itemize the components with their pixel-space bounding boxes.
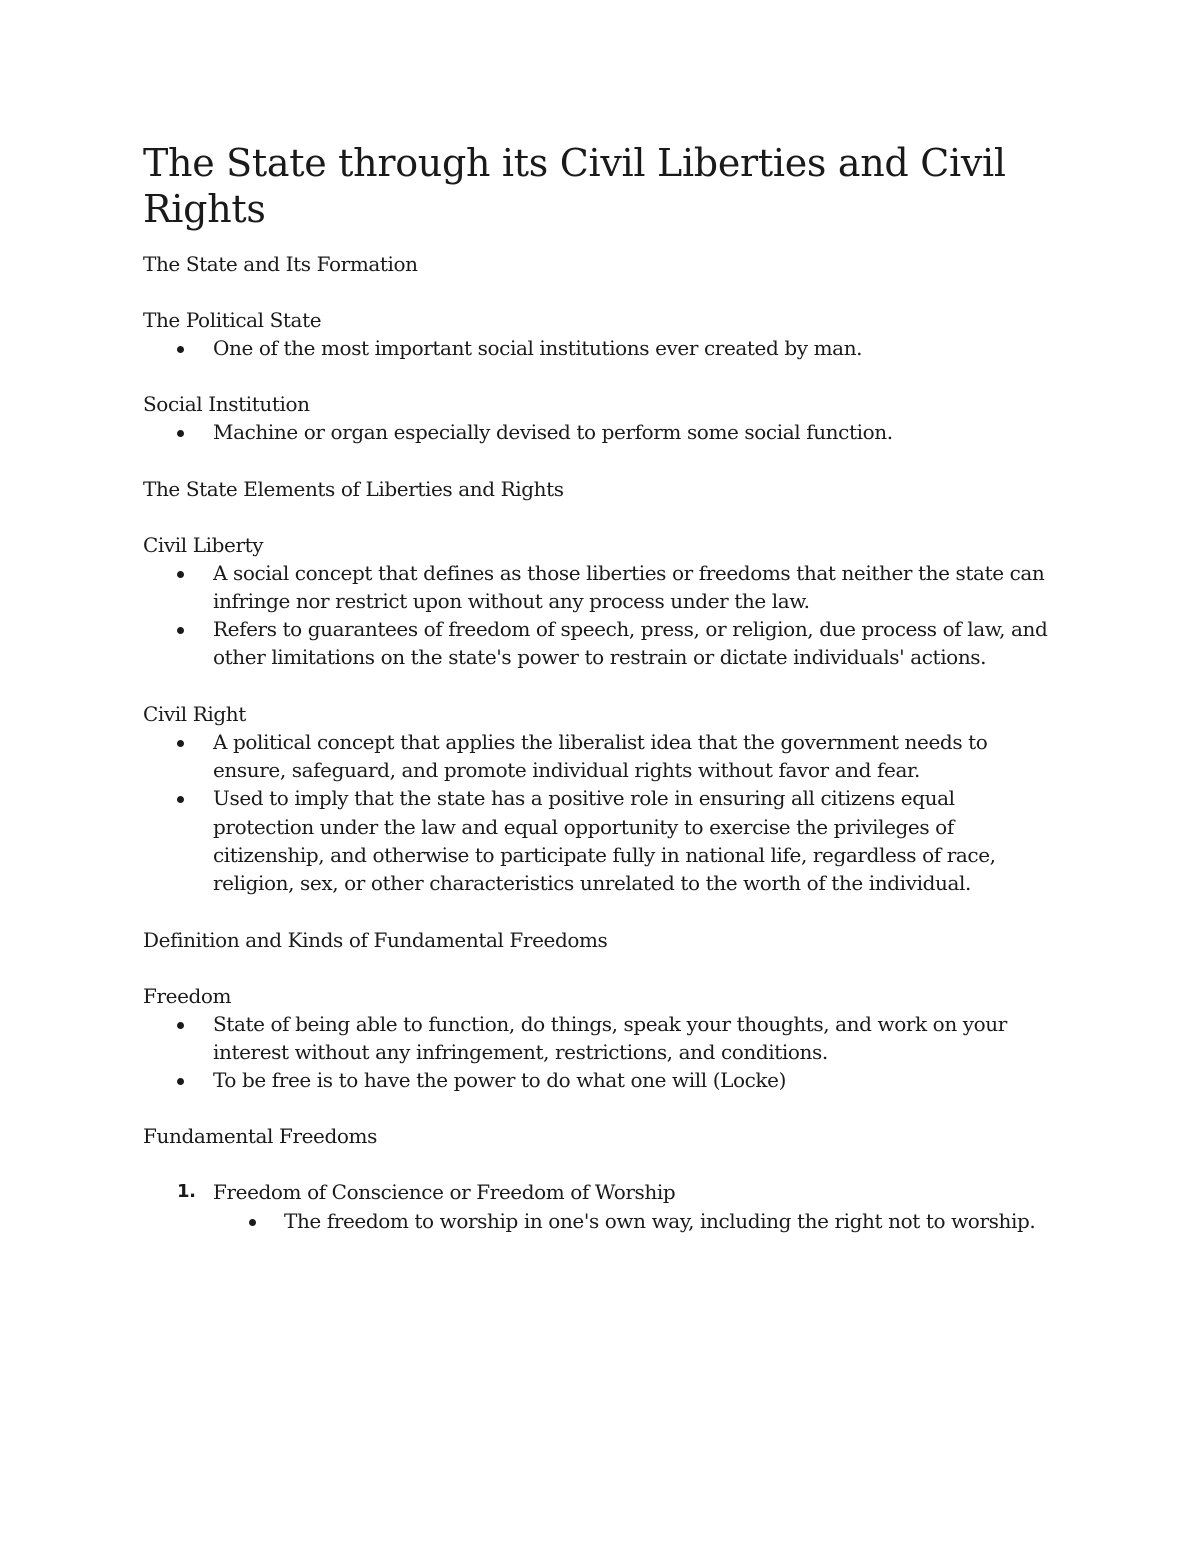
spacer: [143, 503, 1058, 531]
list-item: [143, 784, 1058, 897]
sub-list: [213, 1207, 1058, 1235]
bullet-icon: [177, 796, 184, 803]
subheading-fundamental-freedoms: Fundamental Freedoms: [143, 1124, 377, 1149]
list-item: [143, 615, 1058, 672]
civil-liberty-list: [143, 559, 1058, 672]
list-item-text: A social concept that defines as those liberties or freedoms that neither the state can infringe nor restrict upon without any process under the law.: [213, 560, 1045, 613]
bullet-icon: [177, 430, 184, 437]
subheading-political-state: The Political State: [143, 308, 322, 332]
item-number: 1.: [177, 1181, 196, 1203]
list-item: [143, 1066, 1058, 1094]
section-heading-elements: The State Elements of Liberties and Rights: [143, 476, 564, 501]
bullet-icon: [177, 571, 184, 578]
freedom-list: [143, 1010, 1058, 1095]
document-page: [143, 140, 1058, 1235]
bullet-icon: [177, 346, 184, 353]
list-item-text: Used to imply that the state has a positive role in ensuring all citizens equal protection under the law and equal opportunity to exercise the privileges of citizenship, and otherwise to participate fully in national life, regardless of race, religion, sex, or other characteristics unrelated to the worth of the individual.: [213, 786, 996, 896]
list-item-text: Machine or organ especially devised to perform some social function.: [213, 420, 893, 445]
bullet-icon: [177, 740, 184, 747]
section-heading-formation: The State and Its Formation: [143, 252, 418, 276]
social-institution-list: [143, 418, 1058, 446]
list-item: [143, 1207, 1058, 1235]
spacer: [143, 447, 1058, 475]
list-item: [143, 1010, 1058, 1067]
spacer: [143, 1150, 1058, 1178]
spacer: [143, 278, 1058, 306]
list-item-text: One of the most important social institutions ever created by man.: [213, 336, 863, 360]
list-item-text: A political concept that applies the liberalist idea that the government needs to ensure, safeguard, and promote individual rights without favor and fear.: [213, 729, 988, 783]
list-item-text: The freedom to worship in one's own way, including the right not to worship.: [284, 1208, 1036, 1233]
civil-right-list: [143, 728, 1058, 898]
subheading-freedom: Freedom: [143, 983, 232, 1008]
spacer: [143, 1094, 1058, 1122]
list-item-text: State of being able to function, do things, speak your thoughts, and work on your interest without any infringement, restrictions, and conditions.: [213, 1011, 1007, 1064]
document-title: The State through its Civil Liberties and Civil Rights: [143, 141, 1006, 231]
list-item-text: To be free is to have the power to do what one will (Locke): [213, 1068, 786, 1093]
list-item: [143, 728, 1058, 785]
subheading-social-institution: Social Institution: [143, 392, 310, 417]
spacer: [143, 898, 1058, 926]
list-item: [143, 334, 1058, 362]
numbered-item-label: Freedom of Conscience or Freedom of Worship: [213, 1180, 676, 1205]
spacer: [143, 362, 1058, 390]
list-item-text: Refers to guarantees of freedom of speech, press, or religion, due process of law, and other limitations on the state's power to restrain or dictate individuals' actions.: [213, 617, 1048, 670]
bullet-icon: [177, 1078, 184, 1085]
subheading-civil-right: Civil Right: [143, 701, 246, 726]
numbered-item: [143, 1178, 1058, 1235]
bullet-icon: [249, 1219, 256, 1226]
spacer: [143, 672, 1058, 700]
list-item: [143, 418, 1058, 446]
spacer: [143, 954, 1058, 982]
political-state-list: [143, 334, 1058, 362]
bullet-icon: [177, 1022, 184, 1029]
fundamental-freedoms-list: [143, 1178, 1058, 1235]
section-heading-definition: Definition and Kinds of Fundamental Freedoms: [143, 927, 608, 952]
list-item: [143, 559, 1058, 616]
bullet-icon: [177, 627, 184, 634]
subheading-civil-liberty: Civil Liberty: [143, 532, 264, 557]
